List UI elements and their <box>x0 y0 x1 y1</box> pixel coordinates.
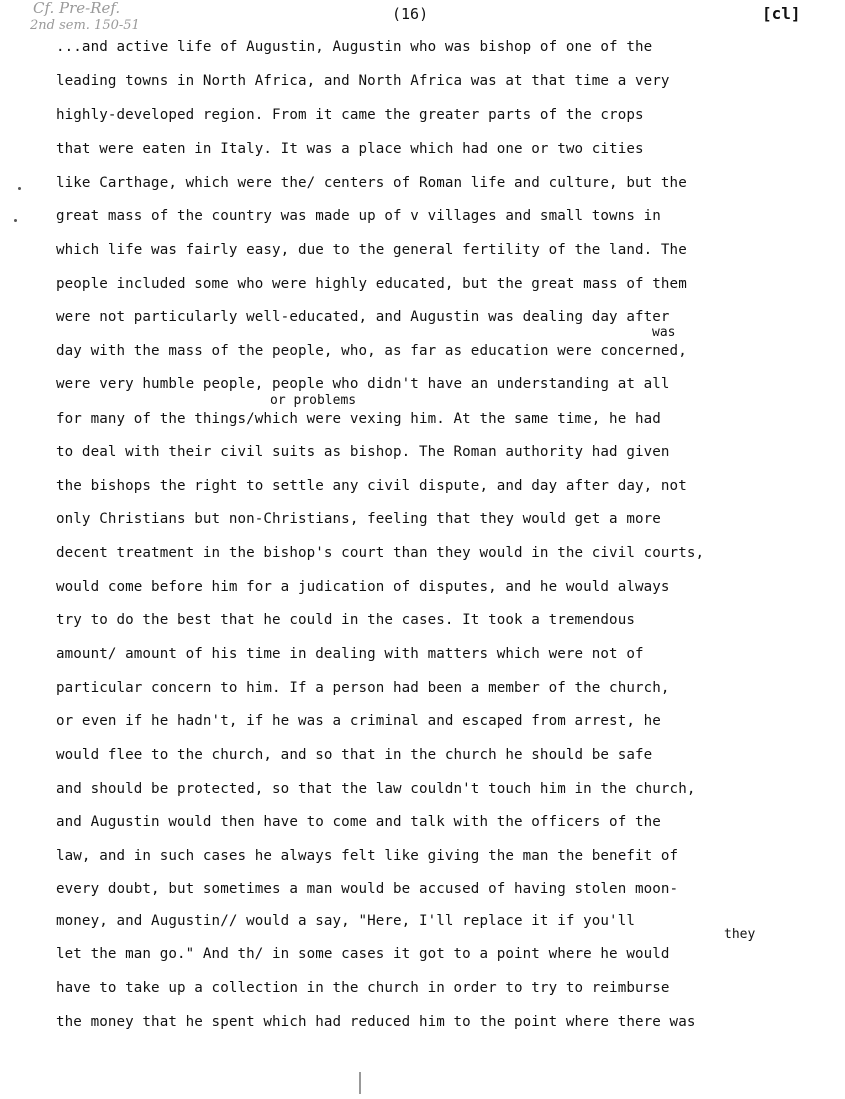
text-line: ...and active life of Augustin, Augustin who was bishop of one of the <box>56 39 653 55</box>
text-line: only Christians but non-Christians, feeling that they would get a more <box>56 511 661 527</box>
text-line: were not particularly well-educated, and Augustin was dealing day after <box>56 309 670 325</box>
text-line: law, and in such cases he always felt like giving the man the benefit of <box>56 848 679 864</box>
paper-scratch <box>359 1072 361 1094</box>
text-line: highly-developed region. From it came the greater parts of the crops <box>56 107 644 123</box>
text-line: decent treatment in the bishop's court than they would in the civil courts, <box>56 545 705 561</box>
text-line: every doubt, but sometimes a man would be accused of having stolen moon- <box>56 881 679 897</box>
text-line: and Augustin would then have to come and talk with the officers of the <box>56 814 661 830</box>
page-number: (16) <box>392 5 429 23</box>
handwritten-note-line-2: 2nd sem. 150-51 <box>30 18 140 33</box>
text-line: would flee to the church, and so that in the church he should be safe <box>56 747 653 763</box>
text-line: money, and Augustin// would a say, "Here, I'll replace it if you'll <box>56 913 635 929</box>
text-line: which life was fairly easy, due to the general fertility of the land. The <box>56 242 687 258</box>
text-line: or even if he hadn't, if he was a criminal and escaped from arrest, he <box>56 713 661 729</box>
text-line: like Carthage, which were the/ centers of Roman life and culture, but the <box>56 175 687 191</box>
text-line: great mass of the country was made up of v villages and small towns in <box>56 208 661 224</box>
text-line: amount/ amount of his time in dealing with matters which were not of <box>56 646 644 662</box>
text-line: have to take up a collection in the church in order to try to reimburse <box>56 980 670 996</box>
handwritten-note-line-1: Cf. Pre-Ref. <box>33 0 121 17</box>
text-line: try to do the best that he could in the cases. It took a tremendous <box>56 612 635 628</box>
text-line: leading towns in North Africa, and North Africa was at that time a very <box>56 73 670 89</box>
text-line: day with the mass of the people, who, as far as education were concerned, <box>56 343 687 359</box>
margin-dot <box>18 187 21 190</box>
text-line: for many of the things/which were vexing him. At the same time, he had <box>56 411 661 427</box>
text-line: to deal with their civil suits as bishop. The Roman authority had given <box>56 444 670 460</box>
text-line: let the man go." And th/ in some cases it got to a point where he would <box>56 946 670 962</box>
corner-mark: [cl] <box>762 4 801 23</box>
insertion-or-problems: or problems <box>270 393 357 408</box>
text-line: people included some who were highly educated, but the great mass of them <box>56 276 687 292</box>
text-line: particular concern to him. If a person had been a member of the church, <box>56 680 670 696</box>
text-line: were very humble people, people who didn't have an understanding at all <box>56 376 670 392</box>
margin-dot <box>14 219 17 222</box>
text-line: would come before him for a judication of disputes, and he would always <box>56 579 670 595</box>
insertion-they: they <box>724 927 756 942</box>
text-line: that were eaten in Italy. It was a place which had one or two cities <box>56 141 644 157</box>
text-line: the bishops the right to settle any civil dispute, and day after day, not <box>56 478 687 494</box>
insertion-was: was <box>652 325 676 340</box>
text-line: the money that he spent which had reduced him to the point where there was <box>56 1014 696 1030</box>
text-line: and should be protected, so that the law couldn't touch him in the church, <box>56 781 696 797</box>
